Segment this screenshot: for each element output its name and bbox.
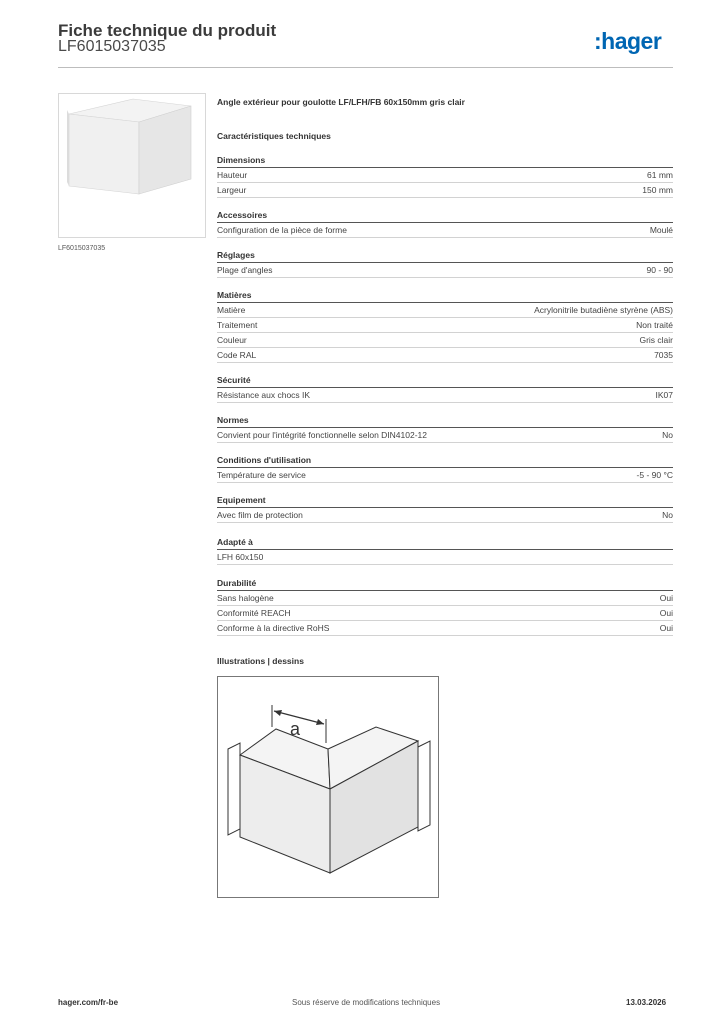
spec-label: Résistance aux chocs IK [217,390,311,400]
durability-group [217,576,673,636]
spec-group-heading: Dimensions [217,153,673,168]
spec-group-heading: Conditions d'utilisation [217,453,673,468]
spec-label: Conformité REACH [217,608,291,618]
compat-group [217,535,673,565]
spec-label: Matière [217,305,246,315]
spec-value: 90 - 90 [646,265,673,275]
spec-label: Sans halogène [217,593,274,603]
spec-group [217,373,673,403]
spec-value: Non traité [636,320,673,330]
spec-value: Moulé [649,225,673,235]
illustrations-heading: Illustrations | dessins [217,656,304,666]
spec-row [217,333,673,348]
page-title: Fiche technique du produit [58,21,277,40]
spec-value: 150 mm [642,185,673,195]
spec-label: Avec film de protection [217,510,303,520]
compat-heading: Adapté à [217,535,673,550]
spec-value: Oui [659,593,673,603]
spec-group-heading: Sécurité [217,373,673,388]
spec-label: Code RAL [217,350,257,360]
compat-item: LFH 60x150 [217,550,673,565]
spec-label: Hauteur [217,170,248,180]
spec-value: IK07 [655,390,673,400]
spec-row [217,348,673,363]
spec-groups [217,153,673,533]
spec-row [217,508,673,523]
spec-label: Température de service [217,470,306,480]
header-divider [58,67,673,68]
spec-value: Gris clair [639,335,673,345]
section-title: Caractéristiques techniques [217,131,331,141]
drawing-svg [218,677,438,897]
spec-row [217,606,673,621]
spec-label: Configuration de la pièce de forme [217,225,347,235]
product-photo-caption: LF6015037035 [58,245,106,252]
spec-value: 61 mm [647,170,673,180]
spec-row [217,263,673,278]
spec-row [217,591,673,606]
spec-value: -5 - 90 °C [636,470,673,480]
spec-value: 7035 [654,350,673,360]
spec-value: Oui [659,608,673,618]
spec-row [217,183,673,198]
durability-heading: Durabilité [217,576,673,591]
spec-group-heading: Matières [217,288,673,303]
spec-label: Largeur [217,185,247,195]
spec-value: No [662,510,673,520]
spec-row [217,428,673,443]
spec-group [217,288,673,363]
product-code: LF6015037035 [58,38,166,55]
footer-website[interactable]: hager.com/fr-be [58,998,119,1007]
spec-group [217,248,673,278]
spec-group [217,493,673,523]
spec-row [217,621,673,636]
spec-value: Oui [659,623,673,633]
spec-row [217,388,673,403]
product-photo-image [59,94,205,237]
spec-row [217,468,673,483]
technical-drawing [217,676,439,898]
spec-value: No [662,430,673,440]
spec-group-heading: Equipement [217,493,673,508]
spec-label: Convient pour l'intégrité fonctionnelle selon DIN4102-12 [217,430,428,440]
footer-note: Sous réserve de modifications techniques [292,998,441,1007]
spec-group [217,208,673,238]
spec-group-heading: Réglages [217,248,673,263]
spec-label: Couleur [217,335,247,345]
spec-label: Traitement [217,320,258,330]
spec-group [217,453,673,483]
spec-row [217,168,673,183]
spec-group-heading: Normes [217,413,673,428]
hager-logo: :hager [594,28,662,54]
spec-group [217,413,673,443]
spec-group-heading: Accessoires [217,208,673,223]
product-title: Angle extérieur pour goulotte LF/LFH/FB 60x150mm gris clair [217,97,465,107]
spec-row [217,303,673,318]
spec-value: Acrylonitrile butadiène styrène (ABS) [534,305,673,315]
spec-row [217,223,673,238]
spec-label: Plage d'angles [217,265,273,275]
spec-label: Conforme à la directive RoHS [217,623,330,633]
spec-row [217,318,673,333]
footer-date: 13.03.2026 [626,998,667,1007]
dimension-label: a [290,719,301,739]
product-photo [58,93,206,238]
spec-group [217,153,673,198]
